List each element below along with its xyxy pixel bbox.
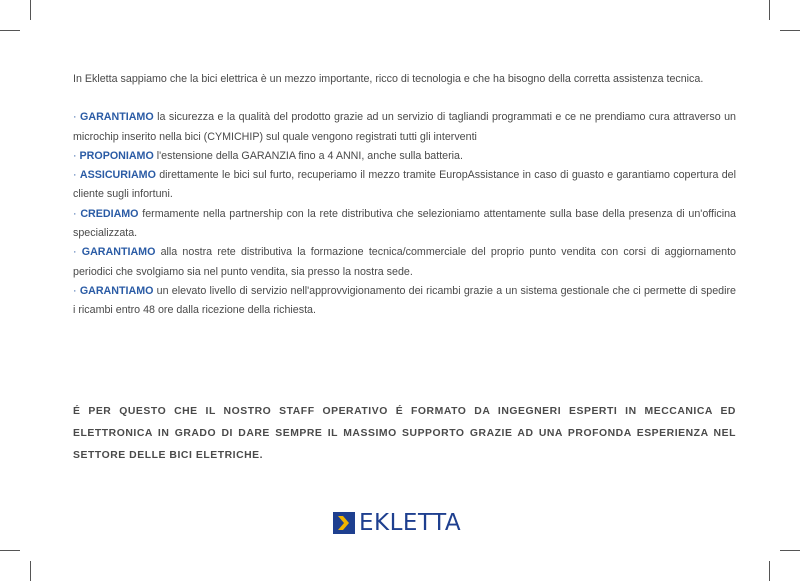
chevron-logo-icon — [333, 512, 355, 534]
bullet-text: fermamente nella partnership con la rete distributiva che selezioniamo attentamente sulla base della presenza di un'officina specializzata. — [73, 207, 736, 240]
bullet-keyword: PROPONIAMO — [79, 149, 154, 162]
bullet-keyword: CREDIAMO — [80, 207, 139, 220]
logo-wordmark: EKLETTA — [359, 510, 462, 536]
bullet-item — [73, 282, 736, 321]
crop-mark-top-left-h — [0, 30, 20, 31]
bullet-text: alla nostra rete distributiva la formazione tecnica/commerciale del proprio punto vendita con corsi di aggiornamento periodici che svolgiamo sia nel punto vendita, sia presso la nostra sede. — [73, 246, 736, 278]
crop-mark-bottom-right — [769, 561, 770, 581]
crop-mark-top-left — [30, 0, 31, 20]
bullet-text: direttamente le bici sul furto, recuperiamo il mezzo tramite EuropAssistance in caso di guasto e garantiamo copertura del cliente sugli infortuni. — [73, 169, 736, 201]
bullet-text: l'estensione della GARANZIA fino a 4 ANNI, anche sulla batteria. — [153, 149, 463, 162]
crop-mark-bottom-right-h — [780, 550, 800, 551]
crop-mark-bottom-left-h — [0, 550, 20, 551]
crop-mark-bottom-left — [30, 561, 31, 581]
crop-mark-top-right-h — [780, 30, 800, 31]
bullet-marker: · — [73, 149, 77, 162]
bullet-marker: · — [73, 246, 77, 259]
bullet-marker: · — [73, 284, 77, 297]
bullet-text: un elevato livello di servizio nell'approvvigionamento dei ricambi grazie a un sistema gestionale che ci permette di spedire i ricambi entro 48 ore dalla ricezione della richiesta. — [73, 284, 736, 317]
ekletta-logo — [333, 511, 461, 535]
bullet-keyword: GARANTIAMO — [81, 246, 156, 259]
crop-mark-top-right — [769, 0, 770, 20]
bullet-item — [73, 147, 736, 166]
bullet-marker: · — [73, 169, 77, 182]
bullet-item — [73, 205, 736, 244]
bullet-item — [73, 108, 736, 147]
bullet-item — [73, 243, 736, 282]
bullet-keyword: GARANTIAMO — [80, 111, 154, 124]
bullet-keyword: ASSICURIAMO — [79, 169, 156, 182]
closing-statement: É PER QUESTO CHE IL NOSTRO STAFF OPERATIVO É FORMATO DA INGEGNERI ESPERTI IN MECCANICA ED ELETTRONICA IN GRADO DI DARE SEMPRE IL MASSIMO SUPPORTO GRAZIE AD UNA PROFONDA ESPERIENZA NEL SETTORE DELLE BICI ELETRICHE. — [73, 406, 736, 461]
bullet-item — [73, 166, 736, 205]
bullet-keyword: GARANTIAMO — [79, 284, 154, 297]
bullet-text: la sicurezza e la qualità del prodotto grazie ad un servizio di tagliandi programmati e ce ne prendiamo cura attraverso un microchip inserito nella bici (CYMICHIP) sul quale vengono registrati tutti gli interventi — [73, 111, 736, 143]
bullet-marker: · — [73, 207, 77, 220]
body-text — [73, 70, 736, 321]
bullet-marker: · — [73, 111, 77, 124]
intro-paragraph: In Ekletta sappiamo che la bici elettrica è un mezzo importante, ricco di tecnologia e che ha bisogno della corretta assistenza tecnica. — [73, 73, 704, 85]
